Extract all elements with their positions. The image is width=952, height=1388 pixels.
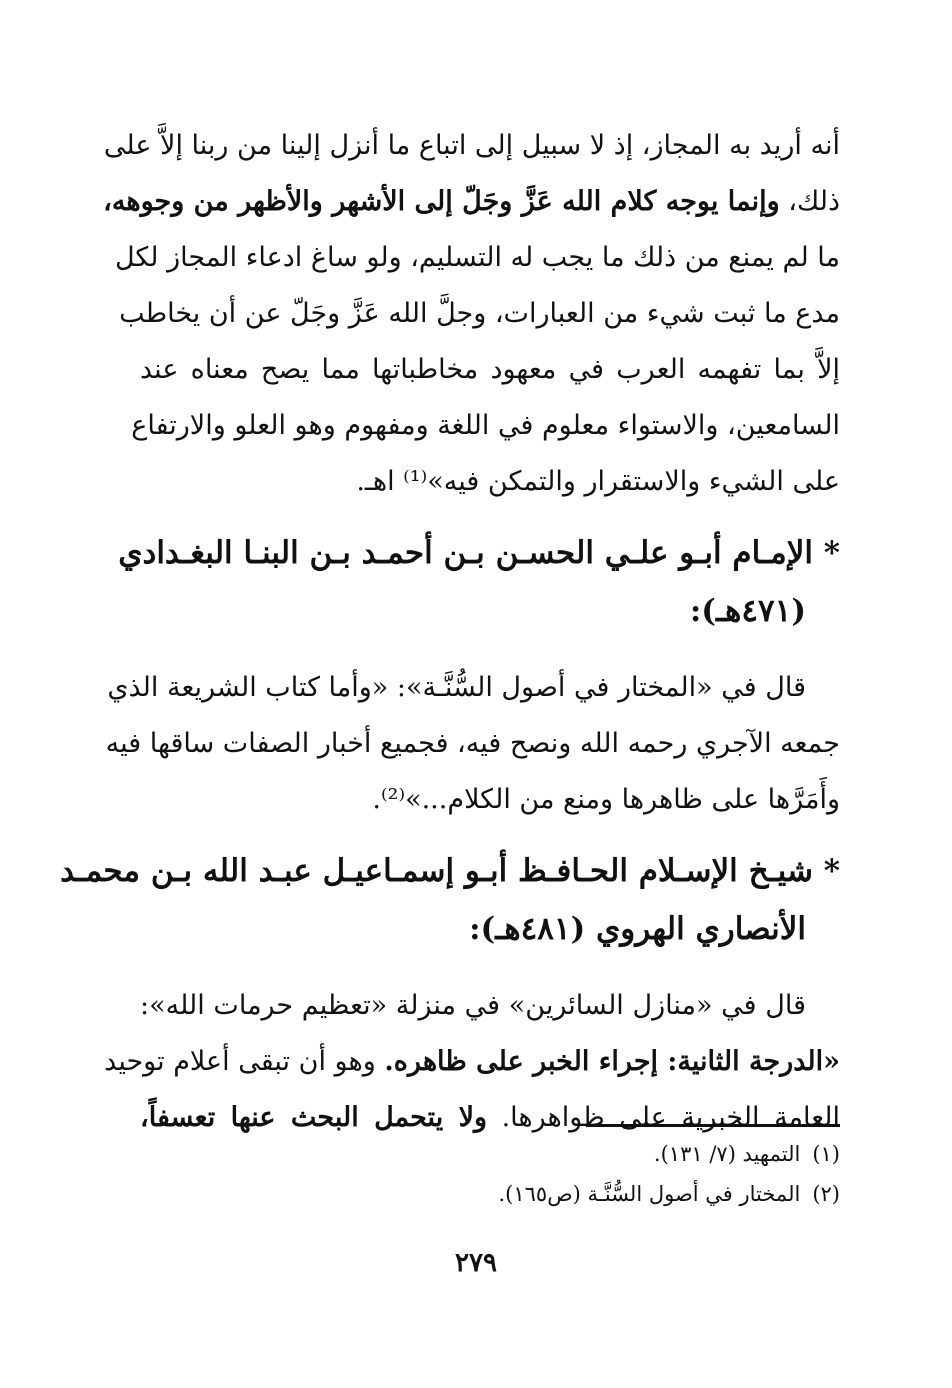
- text-line: [103, 174, 840, 230]
- text-line: [104, 1034, 840, 1090]
- heading-line: الأنصاري الهروي (٤٨١هـ):: [469, 911, 806, 947]
- text-line: على الشيء والاستقرار والتمكن فيه»⁽¹⁾ اهـ.: [356, 466, 840, 497]
- paragraph-1: [103, 118, 840, 510]
- footnote-divider: [586, 1124, 840, 1127]
- bold-text: ولا يتحمل البحث عنها تعسفاً،: [140, 1102, 488, 1133]
- plain-text: ذلك،: [779, 186, 840, 217]
- footnote-item: [140, 1174, 840, 1214]
- heading-line: * شيـخ الإسـلام الحـافـظ أبـو إسمـاعيـل عبـد الله بـن محمـد: [60, 853, 840, 889]
- text-line: إلاَّ بما تفهمه العرب في معهود مخاطباتها مما يصح معناه عند: [140, 354, 840, 385]
- text-line: جمعه الآجري رحمه الله ونصح فيه، فجميع أخبار الصفات ساقها فيه: [105, 728, 840, 759]
- footnote-number: (٢): [812, 1182, 840, 1206]
- text-line: مدع ما ثبت شيء من العبارات، وجلَّ الله عَزَّ وجَلّ عن أن يخاطب: [119, 298, 840, 329]
- text-line: وأَمَرَّها على ظاهرها ومنع من الكلام...»⁽²⁾.: [372, 784, 840, 815]
- page-number: ٢٧٩: [455, 1248, 497, 1278]
- section-heading-1: [118, 524, 840, 640]
- bold-text: «الدرجة الثانية: إجراء الخبر على ظاهره.: [384, 1046, 840, 1077]
- paragraph-3: [104, 978, 840, 1146]
- page-body: [60, 118, 840, 1146]
- text-line: أنه أريد به المجاز، إذ لا سبيل إلى اتباع ما أنزل إلينا من ربنا إلاَّ على: [103, 130, 840, 161]
- heading-line: * الإمـام أبـو علـي الحسـن بـن أحمـد بـن البنـا البغـدادي: [118, 535, 840, 571]
- text-line: ما لم يمنع من ذلك ما يجب له التسليم، ولو ساغ ادعاء المجاز لكل: [114, 242, 840, 273]
- footnote-text: المختار في أصول السُّنَّـة (ص١٦٥).: [498, 1182, 801, 1206]
- plain-text: وهو أن تبقى أعلام توحيد: [104, 1046, 385, 1077]
- text-line: قال في «منازل السائرين» في منزلة «تعظيم حرمات الله»:: [140, 990, 806, 1021]
- footnote-item: [140, 1134, 840, 1174]
- heading-line: (٤٧١هـ):: [689, 593, 806, 629]
- plain-text: العامة الخبرية على ظواهرها.: [487, 1102, 840, 1133]
- footnote-text: التمهيد (٧/ ١٣١).: [653, 1142, 801, 1166]
- footnotes: [140, 1134, 840, 1214]
- paragraph-2: [105, 660, 840, 828]
- section-heading-2: [60, 842, 840, 958]
- bold-text: وإنما يوجه كلام الله عَزَّ وجَلّ إلى الأشهر والأظهر من وجوهه،: [103, 186, 780, 217]
- footnote-number: (١): [812, 1142, 840, 1166]
- text-line: السامعين، والاستواء معلوم في اللغة ومفهوم وهو العلو والارتفاع: [131, 410, 840, 441]
- text-line: قال في «المختار في أصول السُّنَّـة»: «وأما كتاب الشريعة الذي: [107, 672, 806, 703]
